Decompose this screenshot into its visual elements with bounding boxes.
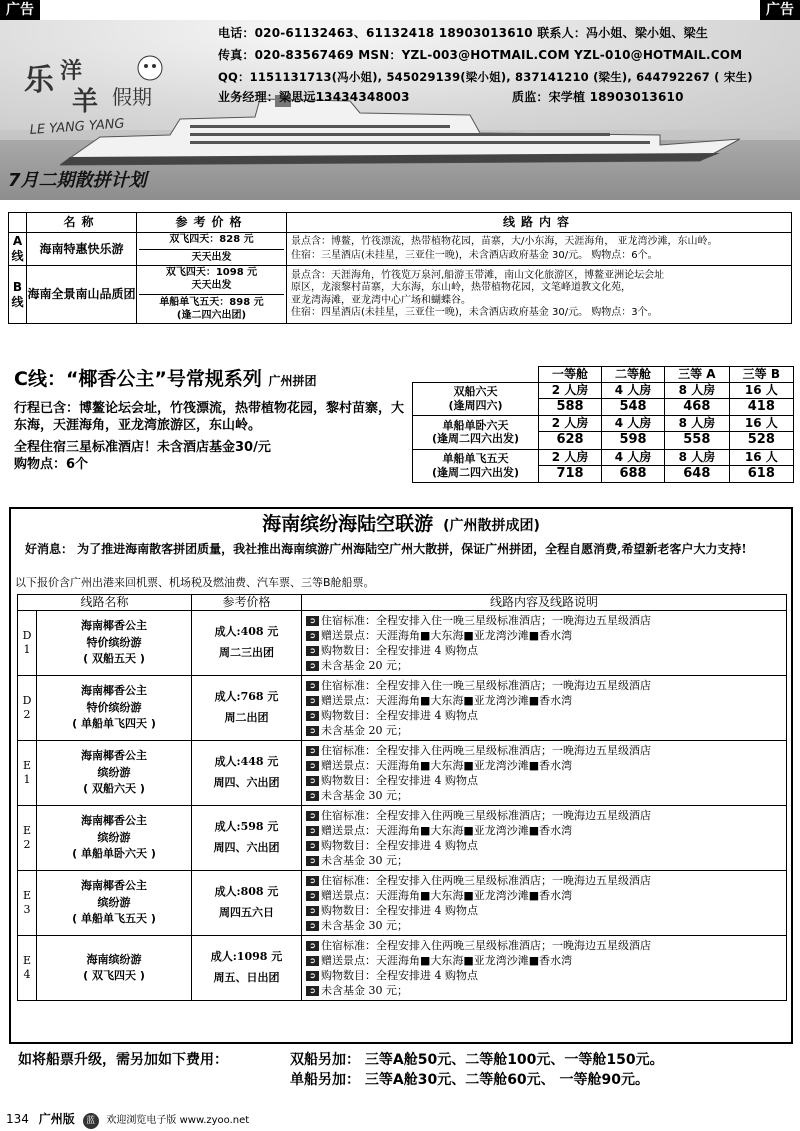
arrow-icon: ➲ <box>306 761 319 771</box>
detail-line: ➲ 购物数目：全程安排进 4 购物点 <box>306 643 782 658</box>
route-id: D 1 <box>18 611 37 676</box>
good-news: 好消息： 为了推进海南散客拼团质量，我社推出海南缤游广州海陆空广州大散拼，保证广州拼团，全程自愿消费,希望新老客户大力支持! <box>25 542 747 556</box>
hainan-table-header: 线路名称 参考价格 线路内容及线路说明 <box>18 595 787 611</box>
detail-line: ➲ 未含基金 30 元； <box>306 853 782 868</box>
line-id: A线 <box>9 233 27 266</box>
detail-line: ➲ 住宿标准：全程安排入住两晚三星级标准酒店；一晚海边五星级酒店 <box>306 938 782 953</box>
footer-slogan: 欢迎浏览电子版 www.zyoo.net <box>106 1115 250 1126</box>
arrow-icon: ➲ <box>306 661 319 671</box>
c-line-details <box>14 400 406 474</box>
hainan-route-row <box>18 936 787 1001</box>
route-name: 海南椰香公主 缤纷游 ( 单船单卧六天 ) <box>37 806 192 871</box>
route-price: 成人:768 元 周二出团 <box>192 676 302 741</box>
arrow-icon: ➲ <box>306 791 319 801</box>
route-id: E 2 <box>18 806 37 871</box>
header-content: 线路内容 <box>287 213 792 233</box>
hainan-route-table <box>17 594 787 1001</box>
header-name: 名称 <box>27 213 137 233</box>
arrow-icon: ➲ <box>306 921 319 931</box>
phone-line: 电话：020-61132463、61132418 18903013610 联系人：冯小姐、梁小姐、梁生 <box>218 26 709 40</box>
route-name: 海南特惠快乐游 <box>27 233 137 266</box>
cabin-row-rooms: 单船单飞五天 (逢周二四六出发) 2 人房 4 人房 8 人房 16 人 <box>413 449 794 465</box>
arrow-icon: ➲ <box>306 726 319 736</box>
route-details <box>302 741 787 806</box>
fax-msn-line: 传真：020-83567469 MSN：YZL-003@HOTMAIL.COM YZL-010@HOTMAIL.COM <box>218 48 743 62</box>
cabin-row-prices: 628 598 558 528 <box>413 432 794 449</box>
svg-text:乐: 乐 <box>24 63 54 98</box>
route-details <box>302 611 787 676</box>
page-number: 134 <box>6 1112 29 1126</box>
cabin-row-rooms: 双船六天 (逢周四六) 2 人房 4 人房 8 人房 16 人 <box>413 383 794 399</box>
hainan-rows <box>18 611 787 1001</box>
route-details <box>302 676 787 741</box>
svg-text:羊: 羊 <box>72 87 99 117</box>
arrow-icon: ➲ <box>306 841 319 851</box>
arrow-icon: ➲ <box>306 646 319 656</box>
arrow-icon: ➲ <box>306 941 319 951</box>
hainan-route-row <box>18 871 787 936</box>
upgrade-double: 双船另加： 三等A舱50元、二等舱100元、一等舱150元。 <box>290 1052 664 1068</box>
hainan-route-row <box>18 741 787 806</box>
c-line-itinerary: 行程已含：博鳌论坛会址，竹筏漂流，热带植物花园，黎村苗寨，大东海，天涯海角，亚龙湾旅游区，东山岭。 <box>14 400 405 434</box>
route-details <box>302 806 787 871</box>
edition: 广州版 <box>38 1112 75 1126</box>
ad-label-right: 广告 <box>760 0 800 20</box>
detail-line: ➲ 未含基金 20 元； <box>306 723 782 738</box>
company-logo <box>20 48 210 138</box>
price-note: 以下报价含广州出港来回机票、机场税及燃油费、汽车票、三等B舱船票。 <box>15 576 375 589</box>
route-name: 海南椰香公主 缤纷游 ( 单船单飞五天 ) <box>37 871 192 936</box>
svg-text:LE YANG YANG: LE YANG YANG <box>29 116 126 138</box>
svg-text:洋: 洋 <box>60 58 83 84</box>
cabin-row-rooms: 单船单卧六天 (逢周二四六出发) 2 人房 4 人房 8 人房 16 人 <box>413 416 794 432</box>
route-details <box>302 936 787 1001</box>
route-price: 双飞四天：1098 元 天天出发 单船单飞五天：898 元 (逢二四六出团) <box>137 266 287 324</box>
arrow-icon: ➲ <box>306 971 319 981</box>
ad-label-left: 广告 <box>0 0 40 20</box>
hainan-title: 海南缤纷海陆空联游 (广州散拼成团) <box>262 513 540 535</box>
detail-line: ➲ 购物数目：全程安排进 4 购物点 <box>306 773 782 788</box>
arrow-icon: ➲ <box>306 856 319 866</box>
hainan-section <box>9 507 793 1044</box>
arrow-icon: ➲ <box>306 906 319 916</box>
route-name: 海南椰香公主 特价缤纷游 ( 单船单飞四天 ) <box>37 676 192 741</box>
manager-line: 业务经理：梁思远13434348003 <box>218 90 410 104</box>
c-line-section <box>14 368 406 474</box>
detail-line: ➲ 赠送景点：天涯海角■大东海■亚龙湾沙滩■香水湾 <box>306 888 782 903</box>
cabin-row-prices: 718 688 648 618 <box>413 465 794 482</box>
detail-line: ➲ 住宿标准：全程安排入住一晚三星级标准酒店；一晚海边五星级酒店 <box>306 678 782 693</box>
detail-line: ➲ 购物数目：全程安排进 4 购物点 <box>306 903 782 918</box>
detail-line: ➲ 未含基金 20 元； <box>306 658 782 673</box>
route-row-a <box>9 233 792 266</box>
detail-line: ➲ 赠送景点：天涯海角■大东海■亚龙湾沙滩■香水湾 <box>306 758 782 773</box>
arrow-icon: ➲ <box>306 956 319 966</box>
detail-line: ➲ 购物数目：全程安排进 4 购物点 <box>306 968 782 983</box>
c-line-title: C线：“椰香公主”号常规系列 广州拼团 <box>14 368 317 390</box>
route-name: 海南椰香公主 缤纷游 ( 双船六天 ) <box>37 741 192 806</box>
route-id: E 3 <box>18 871 37 936</box>
arrow-icon: ➲ <box>306 826 319 836</box>
route-price: 双飞四天：828 元 天天出发 <box>137 233 287 266</box>
detail-line: ➲ 赠送景点：天涯海角■大东海■亚龙湾沙滩■香水湾 <box>306 628 782 643</box>
arrow-icon: ➲ <box>306 986 319 996</box>
badge-icon: 蓝 <box>83 1113 99 1129</box>
plan-title: 7月二期散拼计划 <box>8 170 147 191</box>
arrow-icon: ➲ <box>306 681 319 691</box>
route-price: 成人:808 元 周四五六日 <box>192 871 302 936</box>
detail-line: ➲ 未含基金 30 元； <box>306 788 782 803</box>
detail-line: ➲ 未含基金 30 元； <box>306 918 782 933</box>
detail-line: ➲ 购物数目：全程安排进 4 购物点 <box>306 708 782 723</box>
svg-text:假期: 假期 <box>112 85 152 109</box>
arrow-icon: ➲ <box>306 776 319 786</box>
cabin-header: 一等舱 二等舱 三等 A 三等 B <box>413 367 794 383</box>
detail-line: ➲ 赠送景点：天涯海角■大东海■亚龙湾沙滩■香水湾 <box>306 953 782 968</box>
route-content: 景点含：天涯海角，竹筏览万泉河,船游玉带滩，南山文化旅游区，博鳌亚洲论坛会址 原区，龙滚黎村苗寨，大东海，东山岭，热带植物花园，文笔峰道教文化苑， 亚龙湾海滩，亚龙湾中心广场和蝴蝶谷。 住宿：四星酒店(未挂星，三亚住一晚)，未含酒店政府基金 30/元。 购物点：3个。 <box>287 266 792 324</box>
arrow-icon: ➲ <box>306 746 319 756</box>
cabin-price-table <box>412 366 794 483</box>
upgrade-single: 单船另加： 三等A舱30元、二等舱60元、 一等舱90元。 <box>290 1072 650 1088</box>
route-details <box>302 871 787 936</box>
arrow-icon: ➲ <box>306 631 319 641</box>
quality-line: 质监：宋学植 18903013610 <box>512 90 684 104</box>
route-row-b <box>9 266 792 324</box>
detail-line: ➲ 赠送景点：天涯海角■大东海■亚龙湾沙滩■香水湾 <box>306 693 782 708</box>
arrow-icon: ➲ <box>306 616 319 626</box>
route-name: 海南椰香公主 特价缤纷游 ( 双船五天 ) <box>37 611 192 676</box>
route-id: E 4 <box>18 936 37 1001</box>
arrow-icon: ➲ <box>306 811 319 821</box>
detail-line: ➲ 未含基金 30 元； <box>306 983 782 998</box>
route-price: 成人:408 元 周二三出团 <box>192 611 302 676</box>
arrow-icon: ➲ <box>306 696 319 706</box>
detail-line: ➲ 购物数目：全程安排进 4 购物点 <box>306 838 782 853</box>
route-id: D 2 <box>18 676 37 741</box>
route-price: 成人:448 元 周四、六出团 <box>192 741 302 806</box>
route-name: 海南缤纷游 ( 双飞四天 ) <box>37 936 192 1001</box>
route-id: E 1 <box>18 741 37 806</box>
detail-line: ➲ 住宿标准：全程安排入住两晚三星级标准酒店；一晚海边五星级酒店 <box>306 873 782 888</box>
qq-line: QQ：1151131713(冯小姐), 545029139(梁小姐), 837141210 (梁生), 644792267 ( 宋生) <box>218 70 753 84</box>
line-id: B线 <box>9 266 27 324</box>
route-content: 景点含：博鳌，竹筏漂流，热带植物花园，苗寨，大/小东海，天涯海角， 亚龙湾沙滩，东山岭。 住宿：三星酒店(未挂星，三亚住一晚)，未含酒店政府基金 30/元。 购物点：6个。 <box>287 233 792 266</box>
route-price: 成人:1098 元 周五、日出团 <box>192 936 302 1001</box>
hainan-route-row <box>18 806 787 871</box>
header-banner <box>0 20 800 200</box>
arrow-icon: ➲ <box>306 876 319 886</box>
hainan-route-row <box>18 676 787 741</box>
route-price: 成人:598 元 周四、六出团 <box>192 806 302 871</box>
upgrade-intro: 如将船票升级，需另加如下费用： <box>18 1052 228 1068</box>
detail-line: ➲ 住宿标准：全程安排入住一晚三星级标准酒店；一晚海边五星级酒店 <box>306 613 782 628</box>
route-table <box>8 212 792 324</box>
header-price: 参考价格 <box>137 213 287 233</box>
detail-line: ➲ 赠送景点：天涯海角■大东海■亚龙湾沙滩■香水湾 <box>306 823 782 838</box>
footer <box>6 1112 249 1129</box>
detail-line: ➲ 住宿标准：全程安排入住两晚三星级标准酒店；一晚海边五星级酒店 <box>306 808 782 823</box>
c-line-hotel: 全程住宿三星标准酒店！未含酒店基金30/元 <box>14 439 271 455</box>
c-line-shopping: 购物点：6个 <box>14 457 89 473</box>
hainan-route-row <box>18 611 787 676</box>
detail-line: ➲ 住宿标准：全程安排入住两晚三星级标准酒店；一晚海边五星级酒店 <box>306 743 782 758</box>
cabin-row-prices: 588 548 468 418 <box>413 399 794 416</box>
route-table-header <box>9 213 792 233</box>
route-name: 海南全景南山品质团 <box>27 266 137 324</box>
arrow-icon: ➲ <box>306 891 319 901</box>
arrow-icon: ➲ <box>306 711 319 721</box>
